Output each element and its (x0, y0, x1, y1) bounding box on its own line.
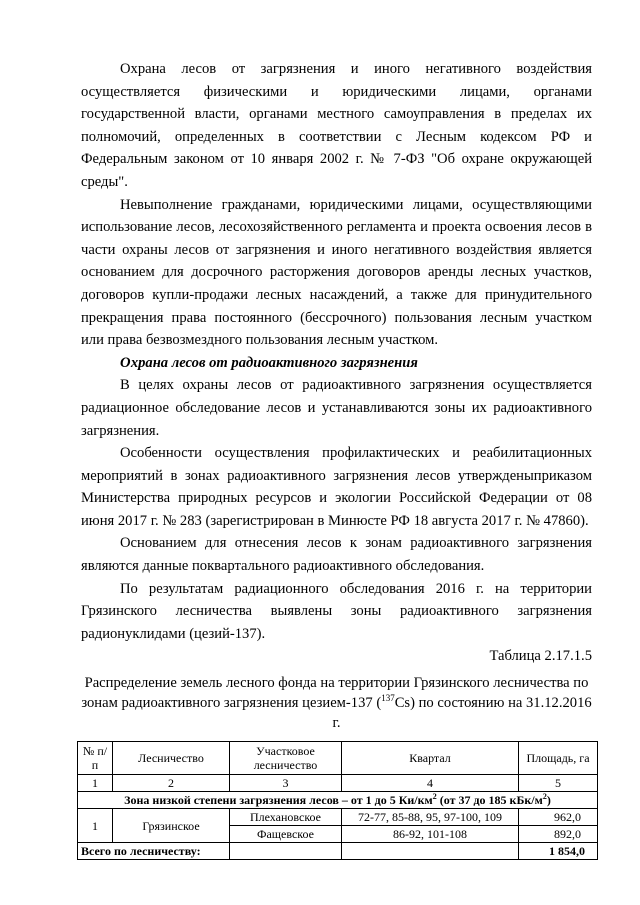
paragraph-forest-protection: Охрана лесов от загрязнения и иного негативного воздействия осуществляется физическими и юридическими лицами, органами государственной власти, органами местного самоуправления в пределах их полномочий, определенных в соответствии с Лесным кодексом РФ и Федеральным законом от 10 января 2002 г. № 7-ФЗ "Об охране окружающей среды". (81, 61, 592, 190)
section-heading: Охрана лесов от радиоактивного загрязнения (120, 354, 418, 371)
column-number: 1 (78, 775, 113, 792)
header-district: Участковое лесничество (230, 742, 342, 775)
area-value: 962,0 (519, 809, 598, 826)
forestry-name: Грязинское (113, 809, 230, 843)
header-area: Площадь, га (519, 742, 598, 775)
total-label: Всего по лесничеству: (78, 843, 230, 860)
paragraph-results: По результатам радиационного обследования 2016 г. на территории Грязинского лесничества выявлены зоны радиоактивного загрязнения радионуклидами (цезий-137). (81, 580, 592, 642)
contamination-table (77, 741, 598, 860)
row-number: 1 (78, 809, 113, 843)
column-number: 3 (230, 775, 342, 792)
district-name: Фащевское (230, 826, 342, 843)
document-page (81, 58, 592, 860)
table-column-numbers-row (78, 775, 598, 792)
table-zone-row (78, 792, 598, 809)
table-number: Таблица 2.17.1.5 (489, 648, 592, 665)
table-row (78, 809, 598, 826)
paragraph-order: Особенности осуществления профилактических и реабилитационных мероприятий в зонах радиоактивного загрязнения лесов утвержденыприказом Министерства природных ресурсов и экологии Российской Федерации от 08 июня 2017 г. № 283 (зарегистрирован в Минюсте РФ 18 августа 2017 г. № 47860). (81, 445, 592, 529)
column-number: 4 (342, 775, 519, 792)
table-total-row (78, 843, 598, 860)
header-quarter: Квартал (342, 742, 519, 775)
district-name: Плехановское (230, 809, 342, 826)
quarters: 86-92, 101-108 (342, 826, 519, 843)
table-caption: Распределение земель лесного фонда на территории Грязинского лесничества по зонам радиоактивного загрязнения цезием-137 ($^{137}$Cs) по состоянию на 31.12.2016 г. (81, 675, 592, 732)
paragraph-radiation-survey: В целях охраны лесов от радиоактивного загрязнения осуществляется радиационное обследование лесов и устанавливаются зоны их радиоактивного загрязнения. (81, 377, 592, 439)
total-empty-cell (342, 843, 519, 860)
paragraph-basis: Основанием для отнесения лесов к зонам радиоактивного загрязнения являются данные поквартального радиоактивного обследования. (81, 535, 592, 575)
area-value: 892,0 (519, 826, 598, 843)
zone-label: Зона низкой степени загрязнения лесов – от 1 до 5 $Ки/км^2$ (от 37 до 185 кБк/$м^2$) (78, 792, 598, 809)
paragraph-violation: Невыполнение гражданами, юридическими лицами, осуществляющими использование лесов, лесохозяйственного регламента и проекта освоения лесов в части охраны лесов от загрязнения и иного негативного воздействия является основанием для досрочного расторжения договоров аренды лесных участков, договоров купли-продажи лесных насаждений, а также для принудительного прекращения права постоянного (бессрочного) пользования лесным участком или права безвозмездного пользования лесным участком. (81, 196, 592, 349)
column-number: 5 (519, 775, 598, 792)
column-number: 2 (113, 775, 230, 792)
total-area: 1 854,0 (519, 843, 598, 860)
total-empty-cell (230, 843, 342, 860)
table-header-row (78, 742, 598, 775)
header-num: № п/п (78, 742, 113, 775)
quarters: 72-77, 85-88, 95, 97-100, 109 (342, 809, 519, 826)
header-forestry: Лесничество (113, 742, 230, 775)
